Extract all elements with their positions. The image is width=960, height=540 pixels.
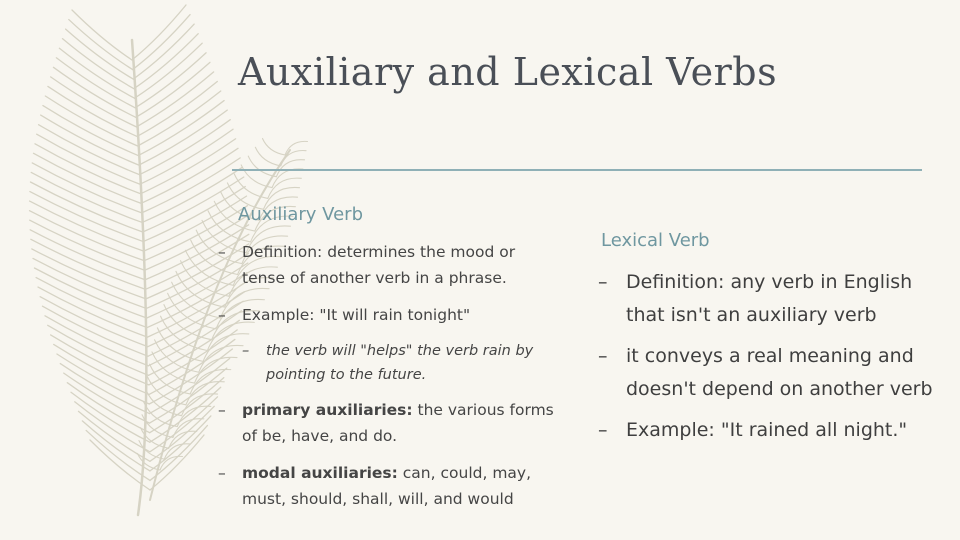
list-item (218, 460, 558, 512)
list-item (598, 414, 938, 447)
dash-bullet: – (218, 464, 226, 482)
dash-bullet: – (598, 271, 608, 293)
dash-bullet: – (598, 419, 608, 441)
list-item (598, 266, 938, 332)
lexical-verb-list (598, 266, 938, 455)
lexical-verb-heading: Lexical Verb (601, 230, 710, 251)
list-item (218, 239, 558, 291)
dash-bullet: – (218, 243, 226, 261)
item-text: it conveys a real meaning and doesn't depend on another verb (626, 345, 933, 400)
title-divider (232, 169, 922, 171)
list-item (218, 302, 558, 328)
auxiliary-verb-list (218, 239, 558, 523)
item-term: primary auxiliaries: (242, 401, 413, 419)
item-text: Definition: determines the mood or tense of another verb in a phrase. (242, 243, 516, 287)
dash-bullet: – (218, 306, 226, 324)
dash-bullet: – (242, 343, 250, 359)
list-subitem (218, 339, 558, 387)
item-text: the verb will "helps" the verb rain by pointing to the future. (266, 343, 534, 383)
auxiliary-verb-heading: Auxiliary Verb (238, 204, 363, 225)
item-term: modal auxiliaries: (242, 464, 398, 482)
item-text: Definition: any verb in English that isn't an auxiliary verb (626, 271, 913, 326)
list-item (218, 397, 558, 449)
item-text: can, could, may, must, should, shall, will, and would (242, 464, 532, 508)
dash-bullet: – (218, 401, 226, 419)
dash-bullet: – (598, 345, 608, 367)
item-text: the various forms of be, have, and do. (242, 401, 554, 445)
item-text: Example: "It will rain tonight" (242, 306, 471, 324)
list-item (598, 340, 938, 406)
item-text: Example: "It rained all night." (626, 419, 908, 441)
slide-title: Auxiliary and Lexical Verbs (238, 50, 778, 94)
